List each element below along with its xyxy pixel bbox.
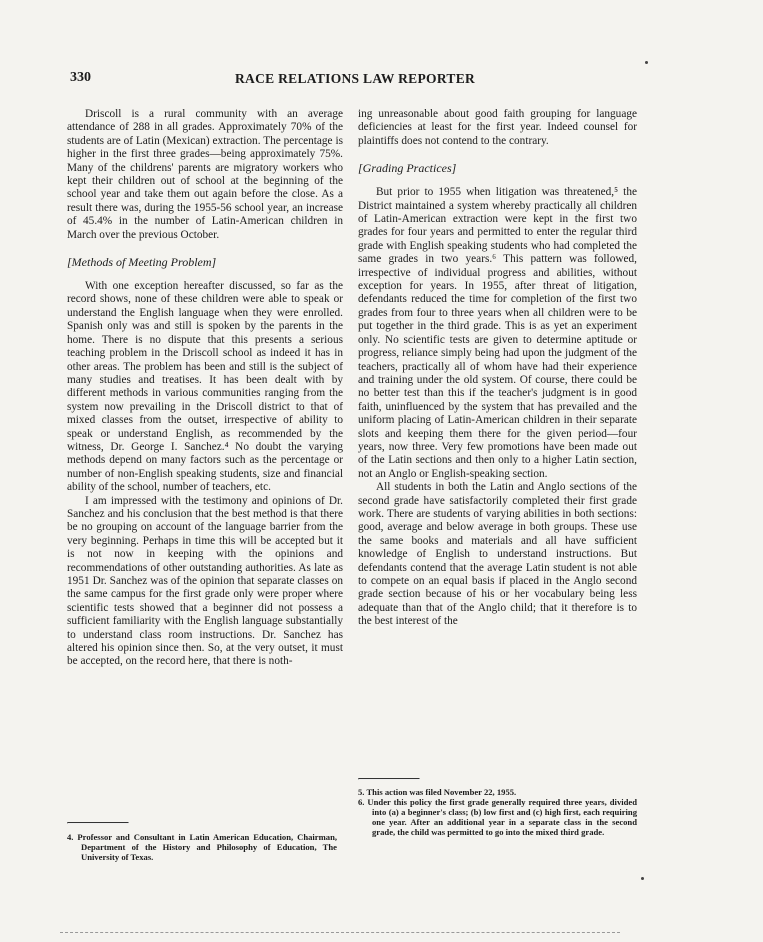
footnote-rule [67, 822, 129, 824]
right-column [358, 108, 637, 629]
footnote-6: 6. Under this policy the first grade generally required three years, divided into (a) a beginner's class; (b) low first and (c) high first, each requiring one year. After an additional year in a separate class in the second grade, the child was permitted to go into the mixed third grade. [358, 797, 637, 837]
footnote-5: 5. This action was filed November 22, 1955. [358, 787, 517, 797]
footnote-4: 4. Professor and Consultant in Latin American Education, Chairman, Department of the History and Philosophy of Education, The University of Texas. [67, 832, 337, 862]
footnotes-left [67, 822, 337, 862]
section-heading: [Methods of Meeting Problem] [67, 255, 217, 270]
left-column [67, 108, 343, 669]
paragraph: ing unreasonable about good faith grouping for language deficiencies at least for the first year. Indeed counsel for plaintiffs does not contend to the contrary. [358, 108, 637, 147]
page-number: 330 [70, 70, 91, 85]
running-head: RACE RELATIONS LAW REPORTER [235, 71, 476, 86]
paragraph: Driscoll is a rural community with an average attendance of 288 in all grades. Approximately 70% of the students are of Latin (Mexican) extraction. The percentage is higher in the first three grades—being approximately 75%. Many of the childrens' parents are migratory workers who kept their children out of school at the beginning of the school year and take them out again before the close. As a result there was, during the 1955-56 school year, an increase of 45.4% in the number of Latin-American children in March over the previous October. [67, 108, 343, 241]
paragraph: With one exception hereafter discussed, so far as the record shows, none of these children were able to speak or understand the English language when they were enrolled. Spanish only was and still is spoken by the parents in the home. There is no dispute that this presents a serious teaching problem in the Driscoll school as indeed it has in other areas. The problem has been and still is the subject of many studies and treatises. It has been dealt with by different methods in various communities ranging from the system now prevailing in the Driscoll district to that of mixed classes from the outset, irrespective of ability to speak or understand English, as recommended by the witness, Dr. George I. Sanchez.⁴ No doubt the varying methods depend on many factors such as the percentage or number of non-English speaking students, size and financial ability of the school, number of teachers, etc. [67, 280, 343, 494]
scan-speck [641, 877, 644, 880]
paragraph: I am impressed with the testimony and opinions of Dr. Sanchez and his conclusion that the best method is that there be no grouping on account of the language barrier from the very beginning. Perhaps in time this will be accepted but it is not now in keeping with the opinions and recommendations of other outstanding authorities. As late as 1951 Dr. Sanchez was of the opinion that separate classes on the same campus for the first grade only were proper where scientific tests showed that a beginner did not possess a sufficient familiarity with the English language substantially to understand class room instructions. Dr. Sanchez has altered his opinion since then. So, at the very outset, it must be accepted, on the record here, that there is noth- [67, 494, 343, 668]
footnotes-right [358, 778, 637, 837]
footnote-rule [358, 778, 420, 780]
page-edge [60, 932, 620, 933]
scan-speck [645, 61, 648, 64]
section-heading: [Grading Practices] [358, 161, 457, 176]
paragraph: But prior to 1955 when litigation was threatened,⁵ the District maintained a system whereby practically all children of Latin-American extraction were kept in the first two grades for four years and permitted to enter the regular third grade with English speaking students who had completed the same grades in two years.⁶ This pattern was followed, irrespective of individual progress and abilities, without exception for years. In 1955, after threat of litigation, defendants reduced the time for completion of the first two grades from four to three years when all children were to be put together in the third grade. This is as yet an experiment only. No scientific tests are given to determine aptitude or progress, reliance simply being had upon the judgment of the teachers, practically all of whom have had their experience and training under the old system. Of course, there could be no better test than this if the teacher's judgment is in good faith, uninfluenced by the system that has prevailed and the uniform placing of Latin-American children in their separate slots and keeping them there for the given period—four years, now three. Very few promotions have been made out of the Latin sections and then only to a higher Latin section, not an Anglo or English-speaking section. [358, 186, 637, 480]
paragraph: All students in both the Latin and Anglo sections of the second grade have satisfactorily completed their first grade work. There are students of varying abilities in both sections: good, average and below average in both groups. These use the same books and materials and all have sufficient knowledge of English to understand instructions. But defendants contend that the average Latin student is not able to compete on an equal basis if placed in the Anglo second grade section because of his or her vocabulary being less adequate than that of the Anglo child; that it therefore is to the best interest of the [358, 481, 637, 628]
